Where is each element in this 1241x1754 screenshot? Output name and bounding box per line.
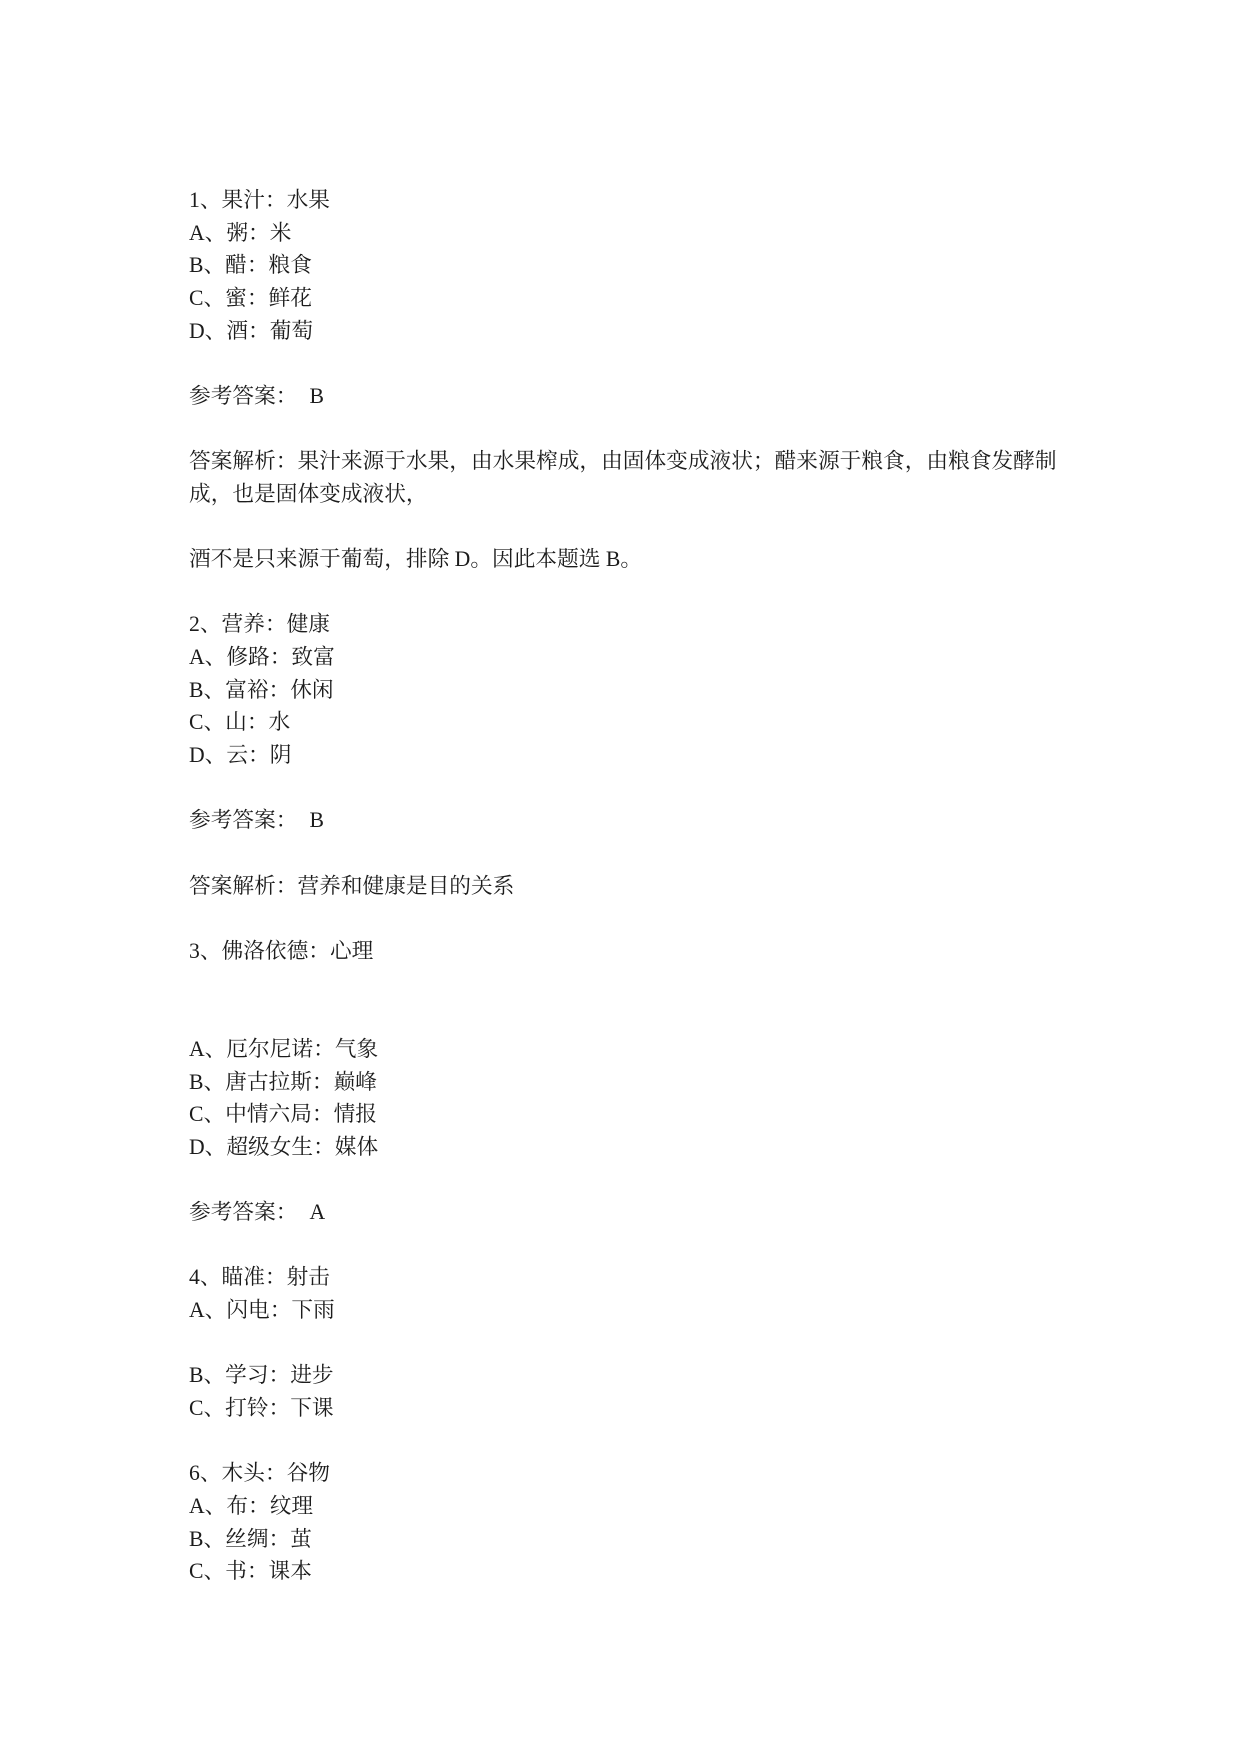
option-item: A、闪电：下雨 xyxy=(189,1298,335,1323)
blank-line xyxy=(189,968,1059,1001)
option-item: C、打铃：下课 xyxy=(189,1396,334,1421)
option-item: C、蜜：鲜花 xyxy=(189,285,312,310)
option-item: A、布：纹理 xyxy=(189,1494,314,1519)
answer-label: 参考答案： xyxy=(189,808,298,833)
option-item: C、中情六局：情报 xyxy=(189,1102,377,1127)
analysis-paragraph: 酒不是只来源于葡萄，排除 D。因此本题选 B。 xyxy=(189,547,643,572)
option-item: A、厄尔尼诺：气象 xyxy=(189,1036,379,1061)
question-stem: 3、佛洛依德：心理 xyxy=(189,938,374,963)
option-item: A、粥：米 xyxy=(189,220,292,245)
option-item: B、学习：进步 xyxy=(189,1363,334,1388)
blank-line xyxy=(189,1229,1059,1262)
answer-line xyxy=(189,1196,1059,1229)
analysis-paragraph: 答案解析：营养和健康是目的关系 xyxy=(189,873,515,898)
answer-line xyxy=(189,804,1059,837)
answer-value: B xyxy=(309,383,324,408)
blank-line xyxy=(189,511,1059,544)
analysis-paragraph: 答案解析：果汁来源于水果，由水果榨成，由固体变成液状；醋来源于粮食，由粮食发酵制成，也是固体变成液状， xyxy=(189,449,1057,506)
blank-line xyxy=(189,413,1059,446)
answer-label: 参考答案： xyxy=(189,1200,298,1225)
question-stem: 1、果汁：水果 xyxy=(189,188,330,212)
option-item: B、丝绸：茧 xyxy=(189,1526,312,1551)
option-item: D、酒：葡萄 xyxy=(189,318,314,343)
answer-label: 参考答案： xyxy=(189,383,298,408)
answer-value: B xyxy=(309,808,324,833)
blank-line xyxy=(189,902,1059,935)
option-item: A、修路：致富 xyxy=(189,645,335,670)
blank-line xyxy=(189,576,1059,609)
blank-line xyxy=(189,1425,1059,1458)
option-item: C、山：水 xyxy=(189,710,291,735)
option-item: B、醋：粮食 xyxy=(189,253,312,278)
option-item: B、富裕：休闲 xyxy=(189,677,334,702)
blank-line xyxy=(189,1164,1059,1197)
document-body xyxy=(189,184,1059,1588)
option-item: D、云：阴 xyxy=(189,743,292,768)
question-stem: 2、营养：健康 xyxy=(189,612,330,637)
question-stem: 6、木头：谷物 xyxy=(189,1461,330,1486)
answer-value: A xyxy=(309,1200,326,1225)
blank-line xyxy=(189,1000,1059,1033)
option-item: B、唐古拉斯：巅峰 xyxy=(189,1069,377,1094)
blank-line xyxy=(189,772,1059,805)
blank-line xyxy=(189,347,1059,380)
blank-line xyxy=(189,1327,1059,1360)
answer-line xyxy=(189,380,1059,413)
option-item: C、书：课本 xyxy=(189,1559,312,1584)
question-stem: 4、瞄准：射击 xyxy=(189,1265,330,1290)
blank-line xyxy=(189,837,1059,870)
option-item: D、超级女生：媒体 xyxy=(189,1134,379,1159)
